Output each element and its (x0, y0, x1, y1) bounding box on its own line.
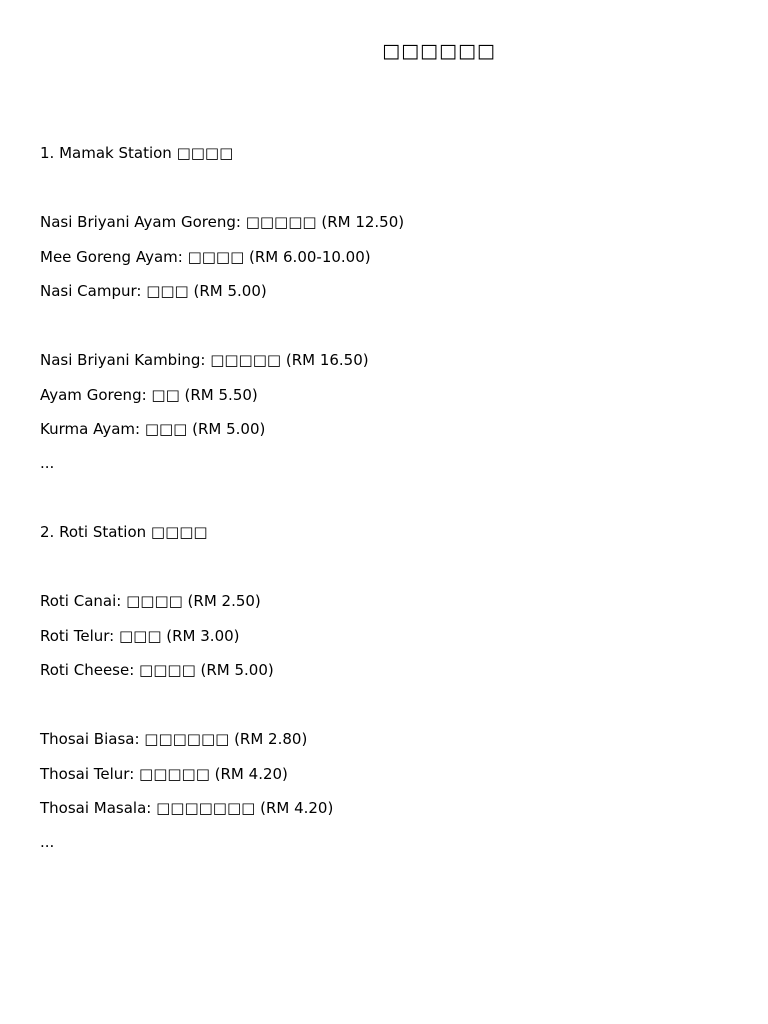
menu-item: Nasi Briyani Kambing: □□□□□ (RM 16.50) (40, 351, 369, 369)
menu-item: Mee Goreng Ayam: □□□□ (RM 6.00-10.00) (40, 248, 371, 266)
section-heading-roti-station: 2. Roti Station □□□□ (40, 523, 208, 541)
section-heading-mamak-station: 1. Mamak Station □□□□ (40, 144, 234, 162)
section-ellipsis: ... (40, 833, 55, 851)
section-ellipsis: ... (40, 454, 55, 472)
menu-item: Thosai Masala: □□□□□□□ (RM 4.20) (40, 799, 334, 817)
menu-item: Nasi Briyani Ayam Goreng: □□□□□ (RM 12.50) (40, 213, 405, 231)
menu-item: Thosai Biasa: □□□□□□ (RM 2.80) (40, 730, 308, 748)
menu-item: Thosai Telur: □□□□□ (RM 4.20) (40, 765, 288, 783)
menu-item: Nasi Campur: □□□ (RM 5.00) (40, 282, 267, 300)
menu-item: Roti Canai: □□□□ (RM 2.50) (40, 592, 261, 610)
menu-item: Kurma Ayam: □□□ (RM 5.00) (40, 420, 266, 438)
document-title: □□□□□□ (382, 40, 496, 62)
menu-item: Roti Cheese: □□□□ (RM 5.00) (40, 661, 274, 679)
menu-item: Ayam Goreng: □□ (RM 5.50) (40, 386, 258, 404)
menu-item: Roti Telur: □□□ (RM 3.00) (40, 627, 240, 645)
